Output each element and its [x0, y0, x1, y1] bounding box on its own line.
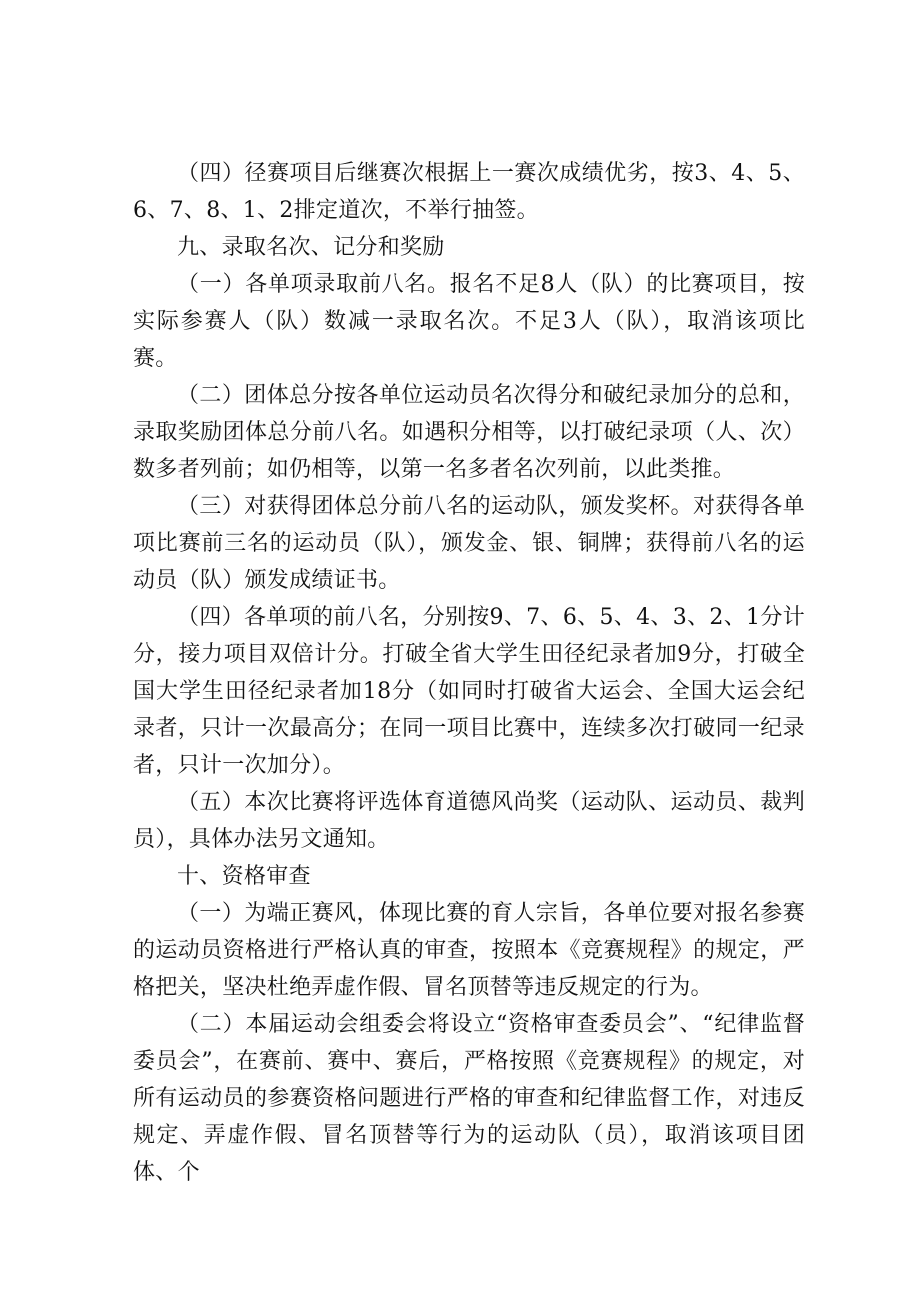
paragraph-team-total-score: （二）团体总分按各单位运动员名次得分和破纪录加分的总和，录取奖励团体总分前八名。如遇积分相等，以打破纪录项（人、次）数多者列前；如仍相等，以第一名多者名次列前，以此类推。	[133, 383, 805, 482]
paragraph-sportsmanship-award: （五）本次比赛将评选体育道德风尚奖（运动队、运动员、裁判员），具体办法另文通知。	[133, 790, 805, 852]
paragraph-ranking-rule: （一）各单项录取前八名。报名不足8人（队）的比赛项目，按实际参赛人（队）数减一录取名次。不足3人（队），取消该项比赛。	[133, 272, 805, 371]
section-heading-ranking-scoring-awards: 九、录取名次、记分和奖励	[177, 235, 445, 260]
paragraph-lane-assignment: （四）径赛项目后继赛次根据上一赛次成绩优劣，按3、4、5、6、7、8、1、2排定道次，不举行抽签。	[133, 161, 805, 223]
paragraph-eligibility-review-2: （二）本届运动会组委会将设立“资格审查委员会”、“纪律监督委员会”，在赛前、赛中、赛后，严格按照《竞赛规程》的规定，对所有运动员的参赛资格问题进行严格的审查和纪律监督工作，对违反规定、弄虚作假、冒名顶替等行为的运动队（员），取消该项目团体、个	[133, 1012, 805, 1185]
paragraph-awards: （三）对获得团体总分前八名的运动队，颁发奖杯。对获得各单项比赛前三名的运动员（队），颁发金、银、铜牌；获得前八名的运动员（队）颁发成绩证书。	[133, 494, 805, 593]
paragraph-eligibility-review-1: （一）为端正赛风，体现比赛的育人宗旨，各单位要对报名参赛的运动员资格进行严格认真的审查，按照本《竞赛规程》的规定，严格把关，坚决杜绝弄虚作假、冒名顶替等违反规定的行为。	[133, 901, 805, 1000]
section-heading-eligibility-review: 十、资格审查	[177, 864, 311, 889]
paragraph-scoring: （四）各单项的前八名，分别按9、7、6、5、4、3、2、1分计分，接力项目双倍计分。打破全省大学生田径纪录者加9分，打破全国大学生田径纪录者加18分（如同时打破省大运会、全国大运会纪录者，只计一次最高分；在同一项目比赛中，连续多次打破同一纪录者，只计一次加分）。	[133, 605, 805, 778]
document-body	[133, 155, 805, 1191]
